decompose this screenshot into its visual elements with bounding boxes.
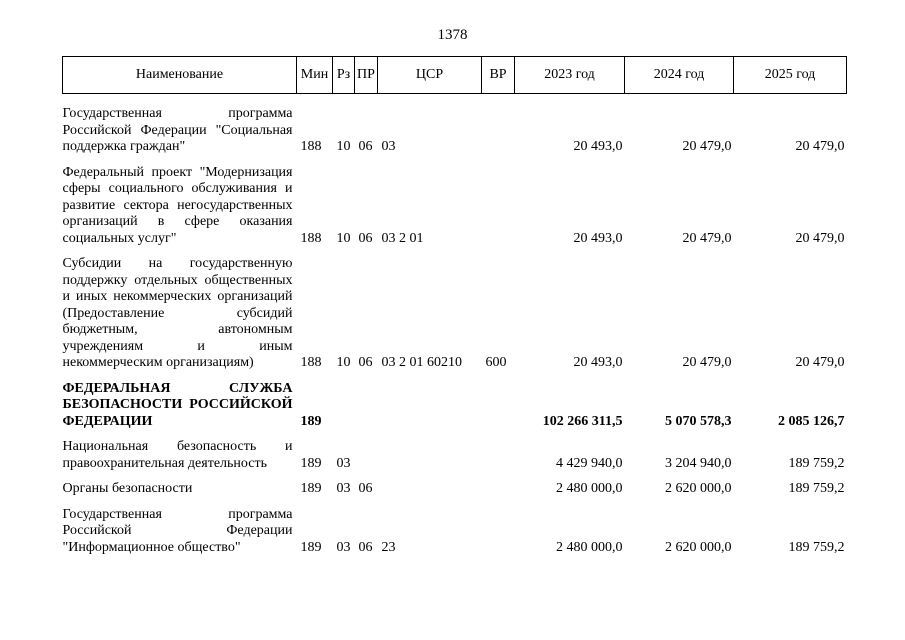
row-2023: 2 480 000,0	[556, 539, 623, 555]
row-min: 189	[300, 481, 322, 496]
row-name: ФЕДЕРАЛЬНАЯ СЛУЖБА БЕЗОПАСНОСТИ РОССИЙСКОЙ ФЕДЕРАЦИИ	[62, 380, 293, 429]
row-name: Федеральный проект "Модернизация сферы социального обслуживания и развитие сектора негосударственных организаций в сфере оказания социальных услуг"	[62, 164, 293, 246]
row-name: Государственная программа Российской Федерации "Информационное общество"	[62, 506, 293, 555]
row-2025: 20 479,0	[795, 355, 845, 370]
header-2023: 2023 год	[515, 57, 625, 94]
header-2025: 2025 год	[734, 57, 847, 94]
row-2025: 2 085 126,7	[778, 413, 845, 429]
row-vr	[482, 498, 515, 557]
table-row	[63, 156, 847, 248]
row-csr: 03 2 01 60210	[381, 355, 462, 370]
row-rz: 10	[336, 230, 351, 246]
row-vr	[482, 94, 515, 156]
row-2025: 20 479,0	[795, 230, 845, 246]
row-2024: 2 620 000,0	[665, 539, 732, 555]
row-pr	[355, 372, 378, 431]
row-vr: 600	[485, 355, 507, 370]
row-2024: 2 620 000,0	[665, 481, 732, 496]
row-csr: 03	[381, 139, 396, 154]
row-2024: 20 479,0	[682, 355, 732, 370]
row-rz: 10	[336, 355, 351, 370]
row-min: 188	[300, 230, 322, 246]
row-vr	[482, 156, 515, 248]
row-csr: 03 2 01	[381, 230, 424, 246]
row-rz	[333, 372, 355, 431]
row-pr: 06	[358, 355, 373, 370]
row-2023: 102 266 311,5	[542, 413, 623, 429]
header-rz: Рз	[333, 57, 355, 94]
row-vr	[482, 472, 515, 498]
row-vr	[482, 430, 515, 472]
row-rz: 10	[336, 139, 351, 154]
row-2025: 189 759,2	[788, 481, 845, 496]
row-csr	[378, 472, 482, 498]
row-2023: 4 429 940,0	[556, 455, 623, 471]
row-name: Государственная программа Российской Федерации "Социальная поддержка граждан"	[62, 106, 293, 154]
row-min: 189	[300, 413, 322, 429]
row-pr: 06	[358, 481, 373, 496]
row-name: Органы безопасности	[62, 481, 193, 496]
row-min: 189	[300, 455, 322, 471]
header-csr: ЦСР	[378, 57, 482, 94]
table-header-row	[63, 57, 847, 94]
table-row	[63, 498, 847, 557]
row-name: Субсидии на государственную поддержку отдельных общественных и иных некоммерческих организаций (Предоставление субсидий бюджетным, автономным учреждениям и иным некоммерческим организациям)	[62, 256, 293, 370]
row-pr: 06	[358, 139, 373, 154]
row-2024: 20 479,0	[682, 139, 732, 154]
row-2024: 20 479,0	[682, 230, 732, 246]
row-2025: 189 759,2	[788, 539, 845, 555]
row-2024: 3 204 940,0	[665, 455, 732, 471]
row-rz: 03	[336, 539, 351, 555]
table-row	[63, 430, 847, 472]
row-2023: 20 493,0	[573, 230, 623, 246]
row-pr: 06	[358, 539, 373, 555]
row-2023: 2 480 000,0	[556, 481, 623, 496]
header-pr: ПР	[355, 57, 378, 94]
row-name: Национальная безопасность и правоохранительная деятельность	[62, 439, 293, 471]
row-2023: 20 493,0	[573, 139, 623, 154]
row-rz: 03	[336, 455, 351, 471]
header-vr: ВР	[482, 57, 515, 94]
table-row	[63, 94, 847, 156]
row-2024: 5 070 578,3	[665, 413, 732, 429]
row-vr	[482, 372, 515, 431]
row-pr	[355, 430, 378, 472]
row-csr: 23	[381, 539, 396, 555]
row-2025: 189 759,2	[788, 455, 845, 471]
row-min: 189	[300, 539, 322, 555]
header-name: Наименование	[63, 57, 297, 94]
row-rz: 03	[336, 481, 351, 496]
table-row	[63, 372, 847, 431]
page-number: 1378	[437, 27, 468, 43]
row-2025: 20 479,0	[795, 139, 845, 154]
budget-table	[62, 56, 847, 556]
row-2023: 20 493,0	[573, 355, 623, 370]
table-row	[63, 472, 847, 498]
row-min: 188	[300, 355, 322, 370]
header-min: Мин	[297, 57, 333, 94]
row-pr: 06	[358, 230, 373, 246]
row-csr	[378, 372, 482, 431]
row-min: 188	[300, 139, 322, 154]
table-row	[63, 247, 847, 372]
row-csr	[378, 430, 482, 472]
header-2024: 2024 год	[625, 57, 734, 94]
